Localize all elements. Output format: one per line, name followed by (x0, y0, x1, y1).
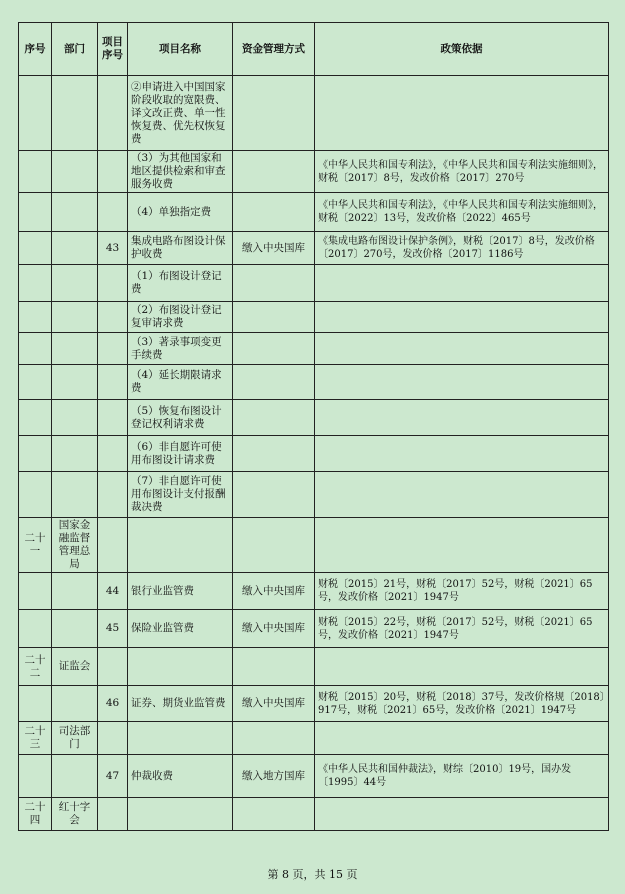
row-fund-mgmt-cell (233, 722, 315, 755)
row-policy-cell: 《中华人民共和国仲裁法》，财综〔2010〕19号，国办发〔1995〕44号 (315, 755, 609, 798)
row-item-name-cell: （4）延长期限请求费 (128, 365, 233, 400)
row-policy-cell (315, 302, 609, 333)
table-row (19, 365, 609, 400)
row-dept-cell (52, 573, 98, 610)
table-row (19, 302, 609, 333)
row-fund-mgmt-cell (233, 193, 315, 232)
table-row (19, 610, 609, 648)
row-item-name-cell: （5）恢复布图设计登记权利请求费 (128, 400, 233, 436)
row-fund-mgmt-cell (233, 365, 315, 400)
row-seq-cell (19, 76, 52, 151)
row-dept-cell: 司法部门 (52, 722, 98, 755)
table-row (19, 573, 609, 610)
row-dept-cell: 红十字会 (52, 798, 98, 831)
row-seq-cell (19, 193, 52, 232)
row-item-no-cell (98, 436, 128, 472)
row-seq-cell (19, 573, 52, 610)
row-seq-cell: 二十四 (19, 798, 52, 831)
row-dept-cell (52, 472, 98, 518)
row-fund-mgmt-cell (233, 265, 315, 302)
table-row (19, 755, 609, 798)
row-item-no-cell (98, 302, 128, 333)
row-item-no-cell (98, 722, 128, 755)
row-dept-cell (52, 610, 98, 648)
row-item-name-cell (128, 798, 233, 831)
row-policy-cell (315, 436, 609, 472)
row-item-name-cell: （1）布图设计登记费 (128, 265, 233, 302)
row-policy-cell (315, 76, 609, 151)
row-fund-mgmt-cell (233, 151, 315, 193)
row-policy-cell (315, 798, 609, 831)
row-item-name-cell (128, 648, 233, 686)
table-row (19, 518, 609, 573)
row-fund-mgmt-cell (233, 472, 315, 518)
table-row (19, 648, 609, 686)
row-dept-cell (52, 436, 98, 472)
row-item-no-cell (98, 365, 128, 400)
row-item-name-cell: 仲裁收费 (128, 755, 233, 798)
row-item-no-cell: 45 (98, 610, 128, 648)
row-fund-mgmt-cell: 缴入中央国库 (233, 686, 315, 722)
row-item-no-cell (98, 798, 128, 831)
row-fund-mgmt-cell: 缴入中央国库 (233, 232, 315, 265)
fee-table (18, 22, 609, 831)
row-dept-cell (52, 232, 98, 265)
row-seq-cell: 二十三 (19, 722, 52, 755)
row-fund-mgmt-cell: 缴入地方国库 (233, 755, 315, 798)
table-row (19, 686, 609, 722)
row-policy-cell (315, 472, 609, 518)
row-item-no-cell: 46 (98, 686, 128, 722)
row-item-name-cell (128, 518, 233, 573)
row-seq-cell (19, 333, 52, 365)
header-fund-mgmt: 资金管理方式 (233, 23, 315, 76)
row-dept-cell (52, 686, 98, 722)
row-seq-cell (19, 686, 52, 722)
row-item-name-cell: 集成电路布图设计保护收费 (128, 232, 233, 265)
row-seq-cell (19, 302, 52, 333)
row-policy-cell (315, 518, 609, 573)
row-item-name-cell: ②申请进入中国国家阶段收取的宽限费、译文改正费、单一性恢复费、优先权恢复费 (128, 76, 233, 151)
row-seq-cell (19, 436, 52, 472)
row-policy-cell: 《集成电路布图设计保护条例》，财税〔2017〕8号，发改价格〔2017〕270号，发改价格〔2017〕1186号 (315, 232, 609, 265)
row-dept-cell (52, 265, 98, 302)
row-seq-cell (19, 365, 52, 400)
table-row (19, 722, 609, 755)
header-dept: 部门 (52, 23, 98, 76)
row-item-name-cell: （2）布图设计登记复审请求费 (128, 302, 233, 333)
row-policy-cell (315, 333, 609, 365)
row-seq-cell (19, 232, 52, 265)
table-row (19, 232, 609, 265)
row-policy-cell: 《中华人民共和国专利法》，《中华人民共和国专利法实施细则》，财税〔2022〕13号，发改价格〔2022〕465号 (315, 193, 609, 232)
header-item-name: 项目名称 (128, 23, 233, 76)
table-row (19, 265, 609, 302)
table-row (19, 76, 609, 151)
row-item-name-cell: （3）著录事项变更手续费 (128, 333, 233, 365)
row-item-no-cell (98, 151, 128, 193)
row-dept-cell (52, 151, 98, 193)
row-item-name-cell: 保险业监管费 (128, 610, 233, 648)
table-row (19, 436, 609, 472)
row-item-name-cell: （7）非自愿许可使用布图设计支付报酬裁决费 (128, 472, 233, 518)
row-seq-cell (19, 472, 52, 518)
row-item-name-cell: （6）非自愿许可使用布图设计请求费 (128, 436, 233, 472)
row-item-no-cell (98, 400, 128, 436)
row-fund-mgmt-cell (233, 436, 315, 472)
row-item-name-cell: （3）为其他国家和地区提供检索和审查服务收费 (128, 151, 233, 193)
row-fund-mgmt-cell: 缴入中央国库 (233, 573, 315, 610)
row-fund-mgmt-cell (233, 400, 315, 436)
row-fund-mgmt-cell (233, 648, 315, 686)
row-dept-cell (52, 76, 98, 151)
row-item-no-cell: 43 (98, 232, 128, 265)
row-policy-cell (315, 265, 609, 302)
row-policy-cell: 财税〔2015〕22号，财税〔2017〕52号，财税〔2021〕65号，发改价格〔2021〕1947号 (315, 610, 609, 648)
row-fund-mgmt-cell (233, 333, 315, 365)
row-item-name-cell: 银行业监管费 (128, 573, 233, 610)
row-fund-mgmt-cell (233, 76, 315, 151)
row-dept-cell (52, 365, 98, 400)
row-policy-cell (315, 365, 609, 400)
row-dept-cell (52, 193, 98, 232)
row-policy-cell: 财税〔2015〕20号，财税〔2018〕37号，发改价格规〔2018〕917号，财税〔2021〕65号，发改价格〔2021〕1947号 (315, 686, 609, 722)
row-seq-cell (19, 265, 52, 302)
table-row (19, 798, 609, 831)
table-row (19, 400, 609, 436)
row-item-name-cell: （4）单独指定费 (128, 193, 233, 232)
header-seq: 序号 (19, 23, 52, 76)
table-row (19, 472, 609, 518)
row-item-no-cell (98, 472, 128, 518)
table-row (19, 151, 609, 193)
row-item-no-cell (98, 333, 128, 365)
row-dept-cell: 国家金融监督管理总局 (52, 518, 98, 573)
row-seq-cell: 二十一 (19, 518, 52, 573)
table-header-row (19, 23, 609, 76)
row-seq-cell (19, 755, 52, 798)
header-item-no: 项目序号 (98, 23, 128, 76)
row-policy-cell: 财税〔2015〕21号，财税〔2017〕52号，财税〔2021〕65号，发改价格〔2021〕1947号 (315, 573, 609, 610)
row-fund-mgmt-cell: 缴入中央国库 (233, 610, 315, 648)
row-item-name-cell (128, 722, 233, 755)
row-dept-cell (52, 400, 98, 436)
row-fund-mgmt-cell (233, 302, 315, 333)
row-policy-cell (315, 400, 609, 436)
row-item-no-cell (98, 265, 128, 302)
row-policy-cell (315, 648, 609, 686)
row-item-no-cell: 47 (98, 755, 128, 798)
row-item-no-cell (98, 76, 128, 151)
header-policy: 政策依据 (315, 23, 609, 76)
row-fund-mgmt-cell (233, 518, 315, 573)
row-item-no-cell (98, 193, 128, 232)
row-dept-cell: 证监会 (52, 648, 98, 686)
row-seq-cell (19, 400, 52, 436)
table-row (19, 193, 609, 232)
row-item-no-cell (98, 648, 128, 686)
row-item-name-cell: 证券、期货业监管费 (128, 686, 233, 722)
table-body (19, 76, 609, 831)
row-item-no-cell: 44 (98, 573, 128, 610)
row-dept-cell (52, 755, 98, 798)
row-policy-cell: 《中华人民共和国专利法》，《中华人民共和国专利法实施细则》，财税〔2017〕8号，发改价格〔2017〕270号 (315, 151, 609, 193)
page-footer: 第 8 页，共 15 页 (267, 868, 358, 881)
row-seq-cell: 二十二 (19, 648, 52, 686)
row-seq-cell (19, 610, 52, 648)
row-fund-mgmt-cell (233, 798, 315, 831)
table-row (19, 333, 609, 365)
row-dept-cell (52, 302, 98, 333)
row-policy-cell (315, 722, 609, 755)
row-item-no-cell (98, 518, 128, 573)
row-dept-cell (52, 333, 98, 365)
row-seq-cell (19, 151, 52, 193)
